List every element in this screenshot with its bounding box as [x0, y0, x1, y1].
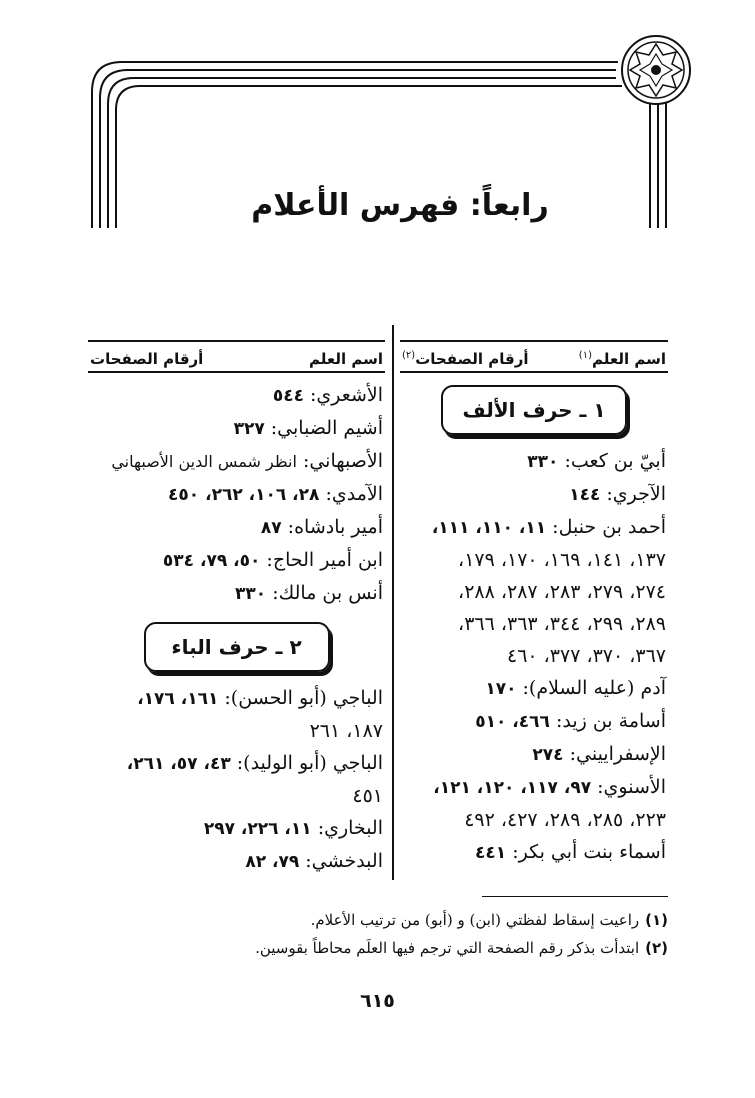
page-number: ٦١٥: [360, 990, 395, 1012]
entry-continuation: ٤٥١: [352, 785, 383, 807]
column-header: [88, 340, 385, 373]
section-heading-ba: ٢ ـ حرف الباء: [144, 622, 330, 672]
section-heading-alif: ١ ـ حرف الألف: [441, 385, 627, 435]
pages-header: أرقام الصفحات: [90, 350, 204, 368]
index-entry: البخاري: ١١، ٢٢٦، ٢٩٧: [203, 817, 383, 839]
entry-continuation: ٢٢٣، ٢٨٥، ٢٨٩، ٤٢٧، ٤٩٢: [464, 809, 666, 831]
index-entry: أحمد بن حنبل: ١١، ١١٠، ١١١،: [431, 516, 666, 538]
title-frame: [0, 0, 755, 330]
entry-continuation: ٣٦٧، ٣٧٠، ٣٧٧، ٤٦٠: [506, 645, 666, 667]
index-entry: ابن أمير الحاج: ٥٠، ٧٩، ٥٣٤: [162, 549, 383, 571]
entry-continuation: ١٨٧، ٢٦١: [309, 720, 383, 742]
pages-header: أرقام الصفحات$^{(٢)}$: [402, 350, 529, 368]
left-column: [88, 338, 385, 878]
entry-continuation: ٢٧٤، ٢٧٩، ٢٨٣، ٢٨٧، ٢٨٨،: [458, 581, 666, 603]
index-entry: أمير بادشاه: ٨٧: [260, 516, 383, 538]
index-entry: أنس بن مالك: ٣٣٠: [235, 582, 383, 604]
star-rosette-icon: [622, 36, 690, 104]
index-entry: الآمدي: ٢٨، ١٠٦، ٢٦٢، ٤٥٠: [168, 483, 383, 505]
column-header: [400, 340, 668, 373]
index-entry: الباجي (أبو الوليد): ٤٣، ٥٧، ٢٦١،: [126, 752, 383, 774]
entry-continuation: ١٣٧، ١٤١، ١٦٩، ١٧٠، ١٧٩،: [458, 549, 666, 571]
index-entry: الأسنوي: ٩٧، ١١٧، ١٢٠، ١٢١،: [433, 776, 666, 798]
index-entry: الآجري: ١٤٤: [569, 483, 666, 505]
right-column: [400, 338, 668, 869]
index-entry: آدم (عليه السلام): ١٧٠: [485, 677, 666, 699]
index-entry: أشيم الضبابي: ٣٢٧: [233, 417, 383, 439]
name-header: اسم العلم: [308, 350, 383, 368]
name-header: اسم العلم$^{(١)}$: [578, 350, 666, 368]
column-divider: [392, 325, 394, 880]
index-entry: الباجي (أبو الحسن): ١٦١، ١٧٦،: [137, 687, 383, 709]
index-entry: الإسفراييني: ٢٧٤: [532, 743, 666, 765]
index-entry: أسامة بن زيد: ٤٦٦، ٥١٠: [475, 710, 666, 732]
index-entry: الأشعري: ٥٤٤: [272, 384, 383, 406]
footnote: (١)راعيت إسقاط لفظتي (ابن) و (أبو) من ترتيب الأعلام.: [310, 911, 668, 929]
index-entry: أسماء بنت أبي بكر: ٤٤١: [475, 841, 666, 863]
index-entry: البدخشي: ٧٩، ٨٢: [245, 850, 383, 872]
index-entry: الأصبهاني: انظر شمس الدين الأصبهاني: [111, 450, 383, 472]
index-entry: أبيّ بن كعب: ٣٣٠: [527, 450, 666, 472]
footnote-rule: [482, 896, 668, 897]
page-title: رابعاً: فهرس الأعلام: [251, 188, 549, 223]
footnote: (٢)ابتدأت بذكر رقم الصفحة التي ترجم فيها العلَم محاطاً بقوسين.: [255, 939, 668, 957]
entry-continuation: ٢٨٩، ٢٩٩، ٣٤٤، ٣٦٣، ٣٦٦،: [458, 613, 666, 635]
footnotes: [150, 906, 668, 962]
